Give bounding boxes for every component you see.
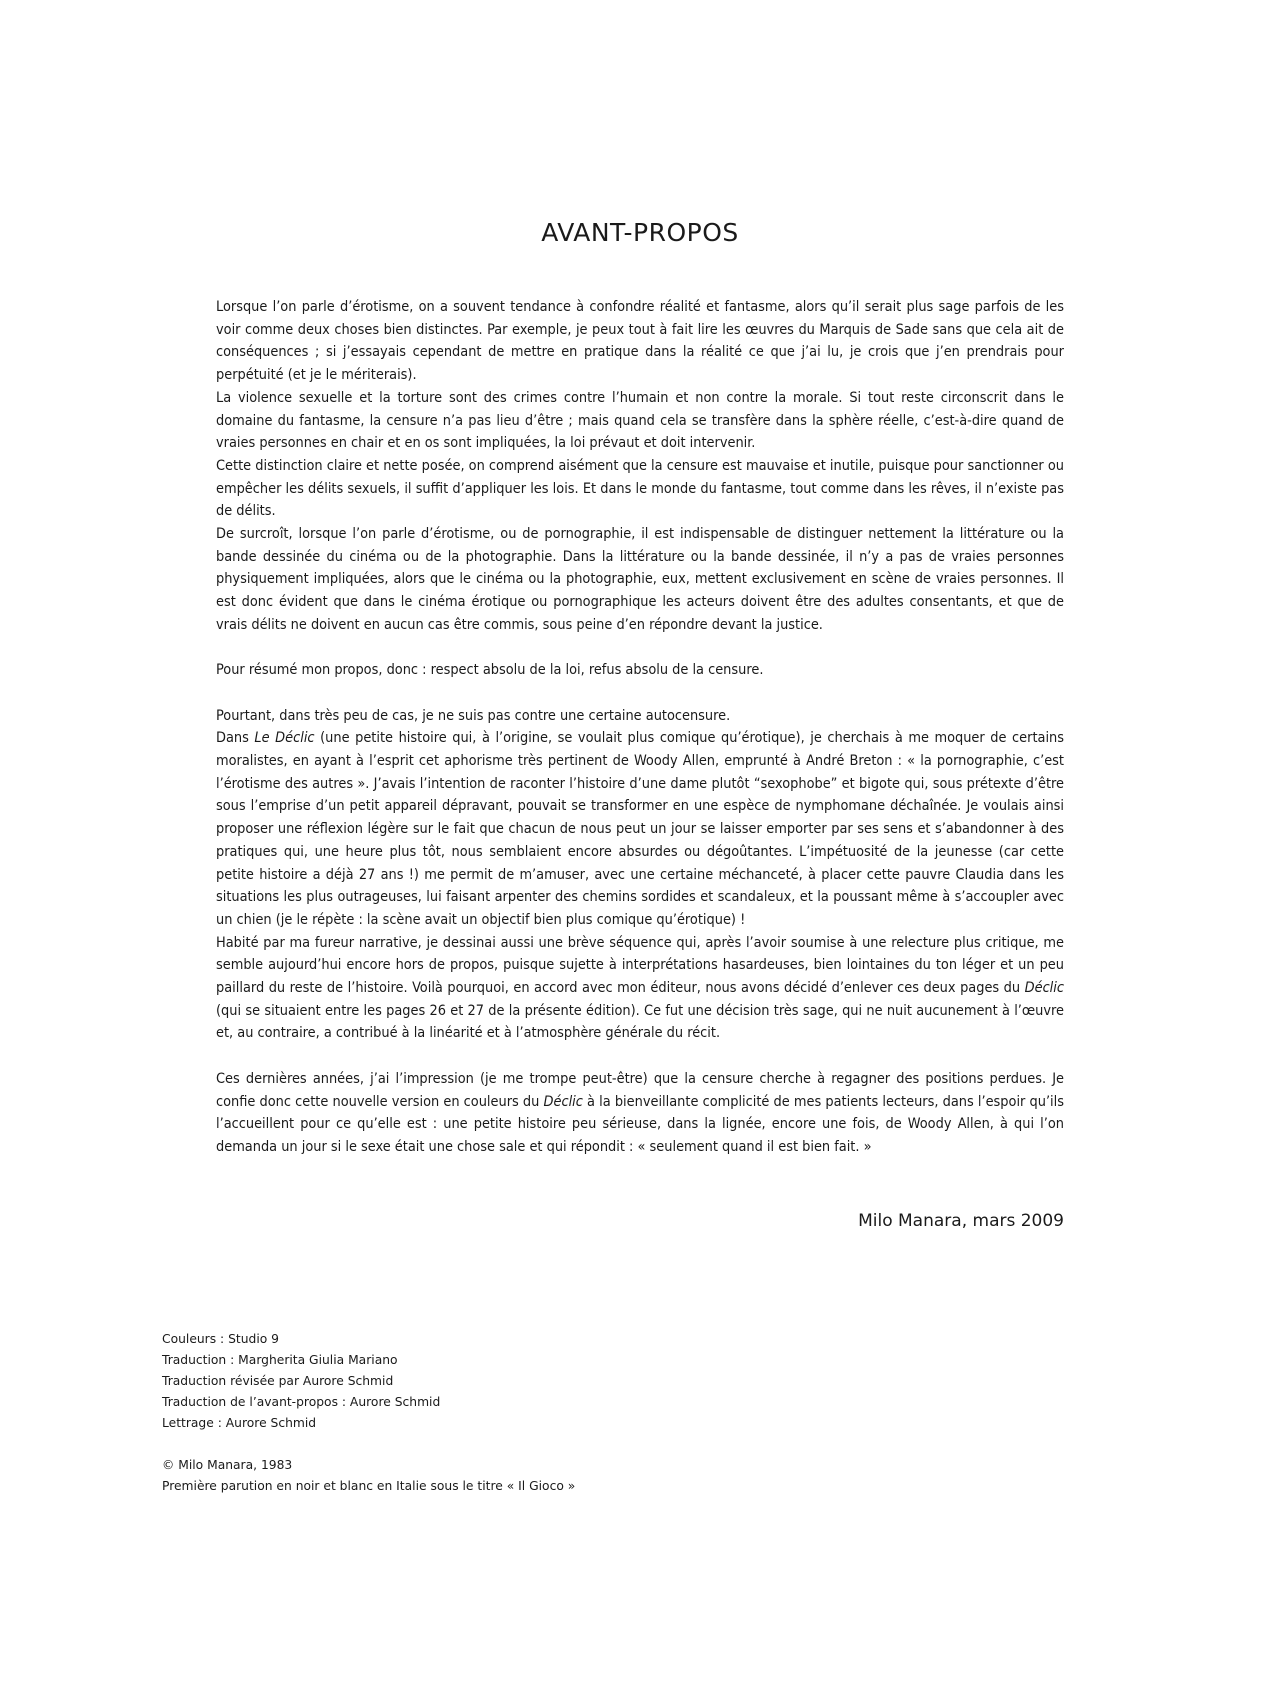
credits-block xyxy=(162,1329,575,1497)
paragraph-text: De surcroît, lorsque l’on parle d’érotisme, ou de pornographie, il est indispensable de distinguer nettement la littérature ou la bande dessinée du cinéma ou de la photographie. Dans la littérature ou la bande dessinée, il n’y a pas de vraies personnes physiquement impliquées, alors que le cinéma ou la photographie, eux, mettent exclusivement en scène de vraies personnes. Il est donc évident que dans le cinéma érotique ou pornographique les acteurs doivent être des adultes consentants, et que de vrais délits ne doivent en aucun cas être commis, sous peine d’en répondre devant la justice. xyxy=(216,526,1064,633)
italic-title: Déclic xyxy=(1024,980,1064,997)
foreword-paragraph xyxy=(216,932,1064,1046)
paragraph-text: (une petite histoire qui, à l’origine, se voulait plus comique qu’érotique), je cherchais à me moquer de certains moralistes, en ayant à l’esprit cet aphorisme très pertinent de Woody Allen, emprunté à André Breton : « la pornographie, c’est l’érotisme des autres ». J’avais l’intention de raconter l’histoire d’une dame plutôt “sexophobe” et bigote qui, sous prétexte d’être sous l’emprise d’un petit appareil dépravant, pouvait se transformer en une espèce de nymphomane déchaînée. Je voulais ainsi proposer une réflexion légère sur le fait que chacun de nous peut un jour se laisser emporter par ses sens et s’abandonner à des pratiques qui, une heure plus tôt, nous semblaient encore absurdes ou dégoûtantes. L’impétuosité de la jeunesse (car cette petite histoire a déjà 27 ans !) me permit de m’amuser, avec une certaine méchanceté, à placer cette pauvre Claudia dans les situations les plus outrageuses, lui faisant arpenter des chemins sordides et scandaleux, et la poussant même à s’accoupler avec un chien (je le répète : la scène avait un objectif bien plus comique qu’érotique) ! xyxy=(216,730,1065,928)
credit-line: Traduction de l’avant-propos : Aurore Schmid xyxy=(162,1395,441,1409)
credit-line: © Milo Manara, 1983 xyxy=(162,1458,293,1472)
author-signature: Milo Manara, mars 2009 xyxy=(858,1211,1064,1231)
foreword-paragraph xyxy=(216,455,1064,523)
credit-line: Première parution en noir et blanc en Italie sous le titre « Il Gioco » xyxy=(162,1479,576,1493)
paragraph-text: Cette distinction claire et nette posée, on comprend aisément que la censure est mauvaise et inutile, puisque pour sanctionner ou empêcher les délits sexuels, il suffit d’appliquer les lois. Et dans le monde du fantasme, tout comme dans les rêves, il n’existe pas de délits. xyxy=(216,457,1064,520)
paragraph-text: à la bienveillante complicité de mes patients lecteurs, dans l’espoir qu’ils l’accueillent pour ce qu’elle est : une petite histoire peu sérieuse, dans la lignée, encore une fois, de Woody Allen, à qui l’on demanda un jour si le sexe était une chose sale et qui répondit : « seulement quand il est bien fait. » xyxy=(216,1093,1064,1155)
paragraph-text: Pour résumé mon propos, donc : respect absolu de la loi, refus absolu de la censure. xyxy=(216,662,764,679)
paragraph-text: Ces dernières années, j’ai l’impression (je me trompe peut-être) que la censure cherche à regagner des positions perdues. Je confie donc cette nouvelle version en couleurs du xyxy=(216,1070,1064,1110)
paragraph-text: (qui se situaient entre les pages 26 et 27 de la présente édition). Ce fut une décision très sage, qui ne nuit aucunement à l’œuvre et, au contraire, a contribué à la linéarité et à l’atmosphère générale du récit. xyxy=(216,1002,1064,1042)
paragraph-text: La violence sexuelle et la torture sont des crimes contre l’humain et non contre la morale. Si tout reste circonscrit dans le domaine du fantasme, la censure n’a pas lieu d’être ; mais quand cela se transfère dans la sphère réelle, c’est-à-dire quand de vraies personnes en chair et en os sont impliquées, la loi prévaut et doit intervenir. xyxy=(216,389,1064,452)
paragraph-text: Habité par ma fureur narrative, je dessinai aussi une brève séquence qui, après l’avoir soumise à une relecture plus critique, me semble aujourd’hui encore hors de propos, puisque sujette à interprétations hasardeuses, bien lointaines du ton léger et un peu paillard du reste de l’histoire. Voilà pourquoi, en accord avec mon éditeur, nous avons décidé d’enlever ces deux pages du xyxy=(216,934,1064,997)
italic-title: Déclic xyxy=(543,1093,583,1110)
paragraph-text: Lorsque l’on parle d’érotisme, on a souvent tendance à confondre réalité et fantasme, alors qu’il serait plus sage parfois de les voir comme deux choses bien distinctes. Par exemple, je peux tout à fait lire les œuvres du Marquis de Sade sans que cela ait de conséquences ; si j’essayais cependant de mettre en pratique dans la réalité ce que j’ai lu, je crois que j’en prendrais pour perpétuité (et je le mériterais). xyxy=(216,299,1064,384)
foreword-paragraph xyxy=(216,523,1064,637)
foreword-paragraph xyxy=(216,1068,1064,1159)
foreword-paragraph xyxy=(216,727,1064,931)
page-title: AVANT-PROPOS xyxy=(541,218,739,247)
paragraph-text: Dans xyxy=(216,730,255,747)
credit-line: Traduction révisée par Aurore Schmid xyxy=(162,1374,394,1388)
foreword-paragraph xyxy=(216,296,1064,387)
foreword-paragraph xyxy=(216,705,1064,728)
credit-line: Traduction : Margherita Giulia Mariano xyxy=(162,1353,398,1367)
foreword-paragraph xyxy=(216,387,1064,455)
paragraph-text: Pourtant, dans très peu de cas, je ne suis pas contre une certaine autocensure. xyxy=(216,707,731,724)
italic-title: Le Déclic xyxy=(254,730,315,747)
credit-line: Couleurs : Studio 9 xyxy=(162,1332,280,1346)
foreword-paragraph xyxy=(216,659,1064,682)
foreword-body xyxy=(216,296,1064,1159)
credit-line: Lettrage : Aurore Schmid xyxy=(162,1416,317,1430)
